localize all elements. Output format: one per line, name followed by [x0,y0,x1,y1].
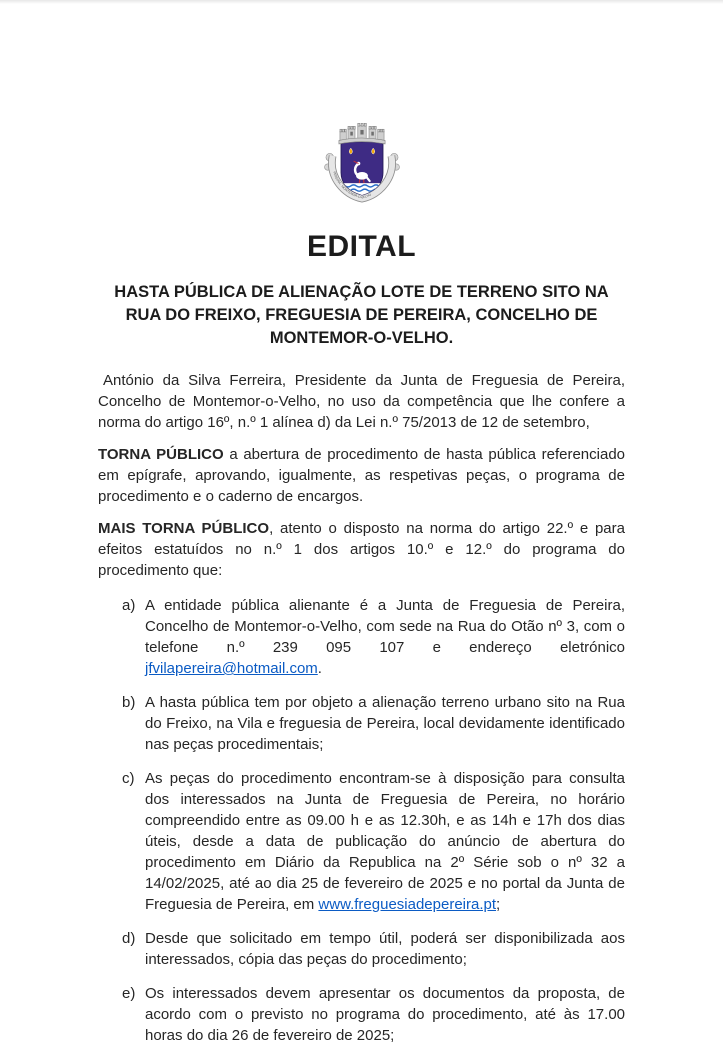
list-item-d [122,928,625,970]
item-letter: e) [122,985,136,1002]
list-item-b [122,692,625,755]
list-item-e [122,983,625,1046]
item-letter: d) [122,930,136,947]
paragraph-2: TORNA PÚBLICO a abertura de procedimento de hasta pública referenciado em epígrafe, aprovando, igualmente, as respetivas peças, o programa de procedimento e o caderno de encargos. [98,446,626,505]
hyperlink[interactable]: www.freguesiadepereira.pt [318,896,497,913]
lettered-list [98,595,625,1046]
bold-lead: TORNA PÚBLICO [98,446,224,463]
scan-edge-shadow [0,0,723,4]
item-text: As peças do procedimento encontram-se à disposição para consulta dos interessados na Junta de Freguesia de Pereira, no horário compreendido entre as 09.00 h e as 12.30h, e as 14h e 17h dos dias úteis, desde a data de publicação do anúncio de abertura do procedimento em Diário da Republica na 2º Série sob o nº 32 a 14/02/2025, até ao dia 25 de fevereiro de 2025 e no portal da Junta de Freguesia de Pereira, em www.freguesiadepereira.pt; [145,770,625,913]
bold-lead: MAIS TORNA PÚBLICO [98,520,270,537]
item-text: Os interessados devem apresentar os documentos da proposta, de acordo com o previsto no programa do procedimento, até às 17.00 horas do dia 26 de fevereiro de 2025; [145,985,625,1044]
item-letter: c) [122,770,135,787]
item-text: A entidade pública alienante é a Junta de Freguesia de Pereira, Concelho de Montemor-o-Velho, com sede na Rua do Otão nº 3, com o telefone n.º 239 095 107 e endereço eletrónico jfvilapereira@hotmail.com. [145,597,625,677]
item-text: Desde que solicitado em tempo útil, poderá ser disponibilizada aos interessados, cópia das peças do procedimento; [145,930,625,968]
subject-heading: HASTA PÚBLICA DE ALIENAÇÃO LOTE DE TERRENO SITO NA RUA DO FREIXO, FREGUESIA DE PEREIRA, CONCELHO DE MONTEMOR-O-VELHO. [114,283,609,347]
document-content [98,0,625,1046]
list-item-a [122,595,625,679]
page-title: EDITAL [306,230,417,263]
item-letter: a) [122,597,136,614]
banner-text: PEREIRA · MONTEMOR-O-VELHO [331,170,372,200]
list-item-c [122,768,625,915]
mural-crown-icon [338,123,384,144]
paragraphs [98,370,625,581]
item-text: A hasta pública tem por objeto a alienação terreno urbano sito na Rua do Freixo, na Vila e freguesia de Pereira, local devidamente identificado nas peças procedimentais; [145,694,625,753]
paragraph-3: MAIS TORNA PÚBLICO, atento o disposto na norma do artigo 22.º e para efeitos estatuídos no n.º 1 dos artigos 10.º e 12.º do programa do procedimento que: [98,520,625,579]
paragraph-1: António da Silva Ferreira, Presidente da Junta de Freguesia de Pereira, Concelho de Montemor-o-Velho, no uso da competência que lhe confere a norma do artigo 16º, n.º 1 alínea d) da Lei n.º 75/2013 de 12 de setembro, [98,372,625,431]
item-letter: b) [122,694,136,711]
hyperlink[interactable]: jfvilapereira@hotmail.com [145,660,318,677]
coat-of-arms [320,108,404,203]
